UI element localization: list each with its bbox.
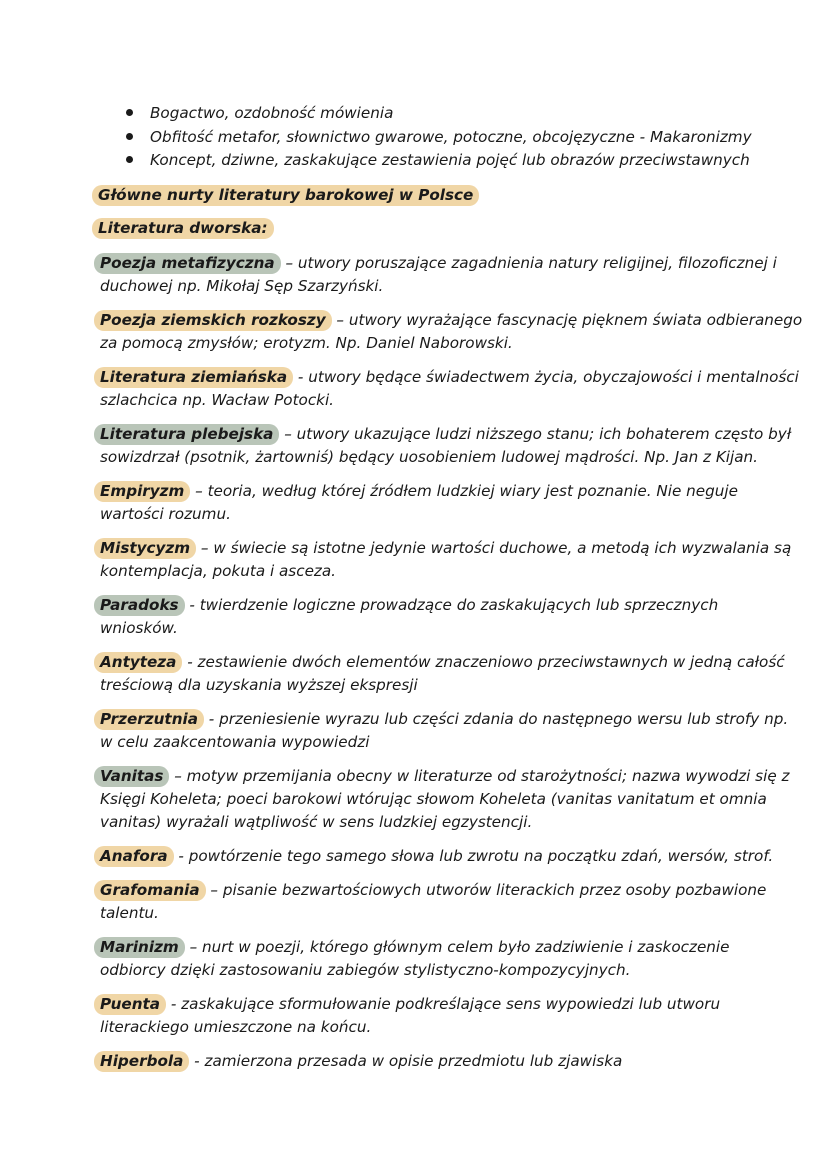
term-name: Mistycyzm bbox=[94, 538, 196, 559]
term-first-line bbox=[100, 994, 720, 1014]
bullet-item: Obfitość metafor, słownictwo gwarowe, potoczne, obcojęzyczne - Makaronizmy bbox=[150, 128, 752, 146]
subsection-heading-text: Literatura dworska: bbox=[92, 218, 274, 239]
term-first-line bbox=[100, 310, 802, 330]
term-first-line bbox=[100, 253, 777, 273]
term-first-line bbox=[100, 766, 789, 786]
term-continuation-line bbox=[100, 789, 767, 809]
term-name: Literatura plebejska bbox=[94, 424, 279, 445]
term-definition-text: – nurt w poezji, którego głównym celem było zadziwienie i zaskoczenie bbox=[184, 938, 730, 956]
term-definition-text: talentu. bbox=[100, 904, 159, 922]
term-name: Grafomania bbox=[94, 880, 206, 901]
term-definition-text: - przeniesienie wyrazu lub części zdania do następnego wersu lub strofy np. bbox=[203, 710, 789, 728]
bullet-item: Bogactwo, ozdobność mówienia bbox=[150, 104, 394, 122]
term-name: Hiperbola bbox=[94, 1051, 189, 1072]
bullet-dot-icon bbox=[126, 133, 133, 140]
bullet-item: Koncept, dziwne, zaskakujące zestawienia pojęć lub obrazów przeciwstawnych bbox=[150, 151, 750, 169]
term-continuation-line bbox=[100, 333, 513, 353]
term-continuation-line bbox=[100, 618, 178, 638]
term-name: Vanitas bbox=[94, 766, 169, 787]
term-name: Antyteza bbox=[94, 652, 182, 673]
term-definition-text: – pisanie bezwartościowych utworów literackich przez osoby pozbawione bbox=[205, 881, 767, 899]
term-name: Anafora bbox=[94, 846, 174, 867]
term-definition-text: – w świecie są istotne jedynie wartości duchowe, a metodą ich wyzwalania są bbox=[196, 539, 792, 557]
term-continuation-line bbox=[100, 812, 532, 832]
term-definition-text: wartości rozumu. bbox=[100, 505, 231, 523]
term-continuation-line bbox=[100, 732, 369, 752]
term-definition-text: vanitas) wyrażali wątpliwość w sens ludzkiej egzystencji. bbox=[100, 813, 533, 831]
term-name: Marinizm bbox=[94, 937, 185, 958]
term-definition-text: – utwory ukazujące ludzi niższego stanu; ich bohaterem często był bbox=[279, 425, 792, 443]
term-name: Puenta bbox=[94, 994, 166, 1015]
term-definition-text: duchowej np. Mikołaj Sęp Szarzyński. bbox=[100, 277, 384, 295]
bullet-dot-icon bbox=[126, 109, 133, 116]
term-definition-text: - powtórzenie tego samego słowa lub zwrotu na początku zdań, wersów, strof. bbox=[173, 847, 774, 865]
term-first-line bbox=[100, 846, 773, 866]
term-name: Paradoks bbox=[94, 595, 185, 616]
term-continuation-line bbox=[100, 1017, 371, 1037]
term-name: Poezja metafizyczna bbox=[94, 253, 281, 274]
term-name: Poezja ziemskich rozkoszy bbox=[94, 310, 332, 331]
term-definition-text: – utwory wyrażające fascynację pięknem świata odbieranego bbox=[331, 311, 803, 329]
section-heading-text: Główne nurty literatury barokowej w Polsce bbox=[92, 185, 479, 206]
term-definition-text: - zestawienie dwóch elementów znaczeniowo przeciwstawnych w jedną całość bbox=[182, 653, 785, 671]
subsection-heading bbox=[92, 218, 274, 238]
bullet-dot-icon bbox=[126, 156, 133, 163]
term-first-line bbox=[100, 652, 785, 672]
term-definition-text: - utwory będące świadectwem życia, obyczajowości i mentalności bbox=[293, 368, 799, 386]
term-first-line bbox=[100, 880, 766, 900]
term-first-line bbox=[100, 367, 799, 387]
term-definition-text: - twierdzenie logiczne prowadzące do zaskakujących lub sprzecznych bbox=[184, 596, 719, 614]
term-first-line bbox=[100, 424, 791, 444]
term-continuation-line bbox=[100, 561, 336, 581]
term-definition-text: odbiorcy dzięki zastosowaniu zabiegów stylistyczno-kompozycyjnych. bbox=[100, 961, 631, 979]
term-continuation-line bbox=[100, 960, 630, 980]
term-name: Empiryzm bbox=[94, 481, 190, 502]
term-definition-text: kontemplacja, pokuta i asceza. bbox=[100, 562, 337, 580]
term-first-line bbox=[100, 538, 791, 558]
term-definition-text: wniosków. bbox=[100, 619, 178, 637]
term-definition-text: sowizdrzał (psotnik, żartowniś) będący uosobieniem ludowej mądrości. Np. Jan z Kijan. bbox=[100, 448, 758, 466]
term-definition-text: Księgi Koheleta; poeci barokowi wtórując słowom Koheleta (vanitas vanitatum et omnia bbox=[100, 790, 767, 808]
term-definition-text: - zamierzona przesada w opisie przedmiotu lub zjawiska bbox=[189, 1052, 623, 1070]
term-first-line bbox=[100, 709, 788, 729]
term-first-line bbox=[100, 937, 730, 957]
term-definition-text: literackiego umieszczone na końcu. bbox=[100, 1018, 372, 1036]
term-name: Przerzutnia bbox=[94, 709, 204, 730]
term-definition-text: – motyw przemijania obecny w literaturze od starożytności; nazwa wywodzi się z bbox=[169, 767, 790, 785]
term-continuation-line bbox=[100, 390, 334, 410]
term-definition-text: – utwory poruszające zagadnienia natury religijnej, filozoficznej i bbox=[280, 254, 777, 272]
section-heading bbox=[92, 185, 479, 205]
term-continuation-line bbox=[100, 504, 231, 524]
term-continuation-line bbox=[100, 675, 418, 695]
term-definition-text: za pomocą zmysłów; erotyzm. Np. Daniel Naborowski. bbox=[100, 334, 513, 352]
term-continuation-line bbox=[100, 903, 159, 923]
term-name: Literatura ziemiańska bbox=[94, 367, 293, 388]
term-definition-text: szlachcica np. Wacław Potocki. bbox=[100, 391, 335, 409]
term-first-line bbox=[100, 1051, 622, 1071]
term-first-line bbox=[100, 595, 718, 615]
term-first-line bbox=[100, 481, 738, 501]
term-definition-text: w celu zaakcentowania wypowiedzi bbox=[100, 733, 370, 751]
term-continuation-line bbox=[100, 447, 758, 467]
term-definition-text: treściową dla uzyskania wyższej ekspresji bbox=[100, 676, 418, 694]
term-continuation-line bbox=[100, 276, 383, 296]
term-definition-text: – teoria, według której źródłem ludzkiej wiary jest poznanie. Nie neguje bbox=[190, 482, 738, 500]
term-definition-text: - zaskakujące sformułowanie podkreślające sens wypowiedzi lub utworu bbox=[166, 995, 721, 1013]
